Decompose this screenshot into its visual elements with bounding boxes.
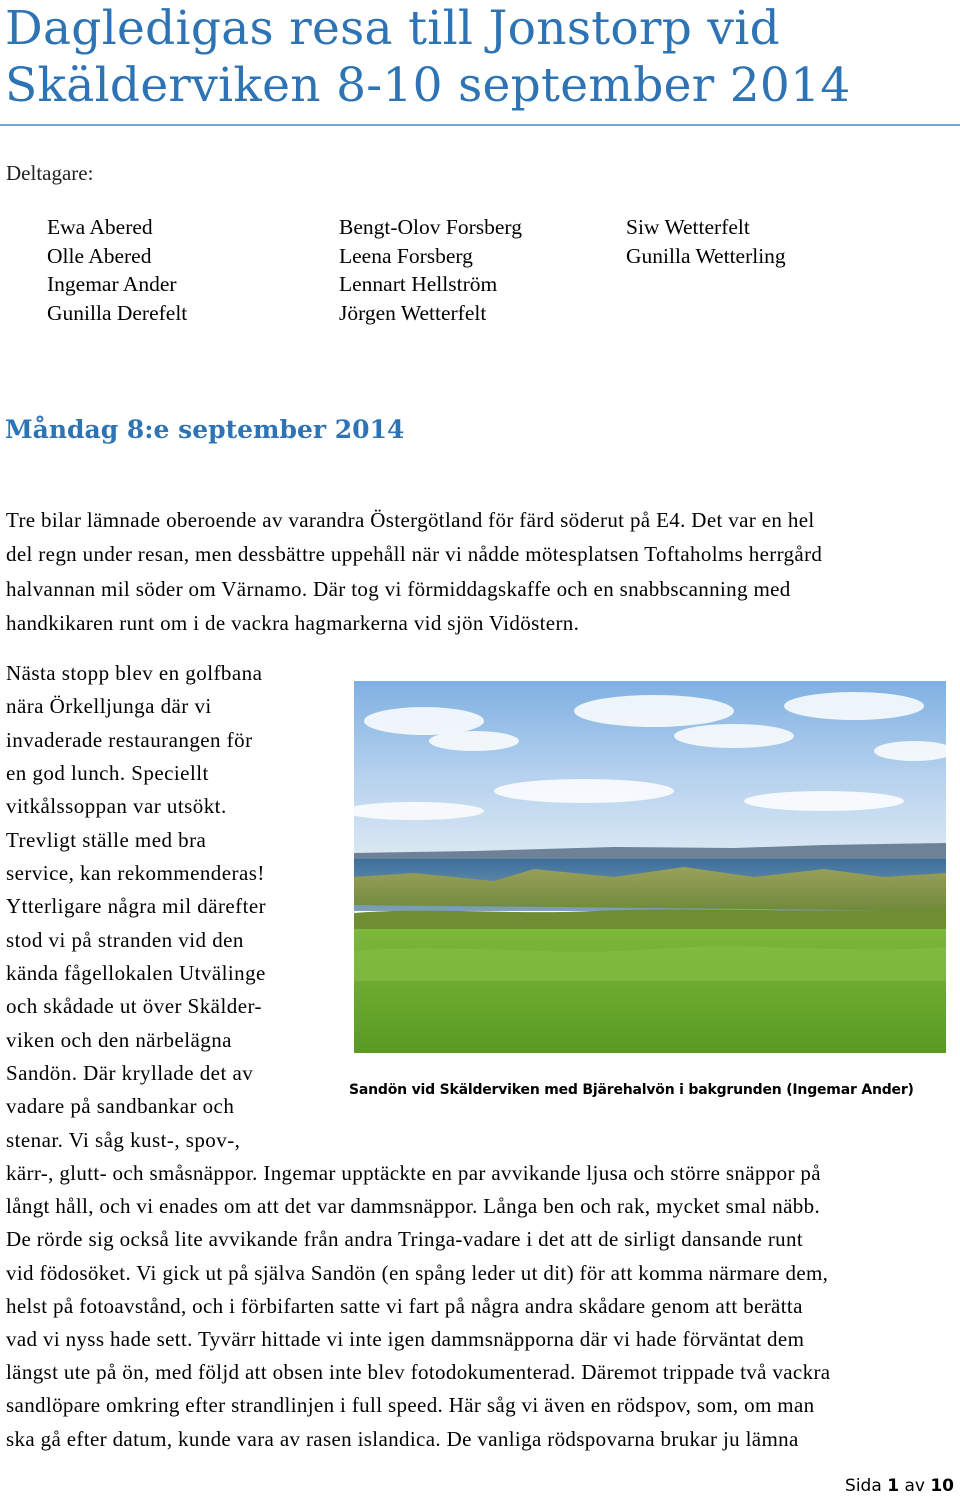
participant-name: Gunilla Wetterling (626, 243, 786, 268)
photo-caption: Sandön vid Skälderviken med Bjärehalvön i bakgrunden (Ingemar Ander) (349, 1082, 914, 1098)
text-line: ska gå efter datum, kunde vara av rasen islandica. De vanliga rödspovarna brukar ju lämna (6, 1426, 799, 1451)
text-line: en god lunch. Speciellt (6, 761, 209, 786)
text-line: Tre bilar lämnade oberoende av varandra Östergötland för färd söderut på E4. Det var en hel (6, 508, 815, 532)
title-line: Dagledigas resa till Jonstorp vid (5, 1, 780, 56)
footer-separator: av (904, 1476, 925, 1496)
text-line: invaderade restaurangen för (6, 727, 253, 752)
section-heading: Måndag 8:e september 2014 (5, 415, 405, 444)
paragraph-2-wrapped (6, 657, 341, 1157)
participant-name: Leena Forsberg (339, 243, 473, 268)
text-line: nära Örkelljunga där vi (6, 694, 212, 719)
text-line: vitkålssoppan var utsökt. (6, 794, 227, 819)
text-line: kärr-, glutt- och småsnäppor. Ingemar upptäckte en par avvikande ljusa och större snäppor på (6, 1161, 821, 1185)
paragraph-2-full (6, 1157, 958, 1456)
meadow-highlight (354, 946, 946, 981)
footer-prefix: Sida (845, 1476, 882, 1496)
text-line: vadare på sandbankar och (6, 1094, 235, 1119)
text-line: vid födosöket. Vi gick ut på själva Sandön (en spång leder ut dit) för att komma närmare dem, (6, 1260, 829, 1285)
participant-name: Bengt-Olov Forsberg (339, 215, 522, 239)
participant-name: Ewa Abered (47, 215, 153, 239)
text-line: helst på fotoavstånd, och i förbifarten satte vi fart på några andra skådare genom att berätta (6, 1293, 803, 1318)
title-underline (0, 124, 960, 126)
participants-column-1 (47, 213, 187, 327)
text-line: stod vi på stranden vid den (6, 927, 244, 952)
text-line: och skådade ut över Skälder- (6, 994, 262, 1019)
page-number: 1 (887, 1476, 900, 1496)
text-line: service, kan rekommenderas! (6, 861, 265, 886)
participant-name: Olle Abered (47, 243, 152, 268)
participants-column-2 (339, 213, 522, 327)
text-line: Ytterligare några mil därefter (6, 894, 267, 919)
text-line: viken och den närbelägna (6, 1027, 232, 1052)
text-line: halvannan mil söder om Värnamo. Där tog vi förmiddagskaffe och en snabbscanning med (6, 576, 791, 601)
participant-name: Siw Wetterfelt (626, 215, 750, 239)
text-line: Nästa stopp blev en golfbana (6, 661, 263, 685)
page-total: 10 (930, 1476, 954, 1496)
participants-column-3 (626, 213, 786, 270)
text-line: Sandön. Där kryllade det av (6, 1061, 254, 1086)
text-line: De rörde sig också lite avvikande från andra Tringa-vadare i det att de sirligt dansande runt (6, 1227, 804, 1252)
document-title (5, 0, 955, 114)
text-line: långt håll, och vi enades om att det var dammsnäppor. Långa ben och rak, mycket smal näbb. (6, 1194, 821, 1219)
text-line: handkikaren runt om i de vackra hagmarkerna vid sjön Vidöstern. (6, 611, 580, 636)
participants-label: Deltagare: (6, 161, 94, 185)
text-line: kända fågellokalen Utvälinge (6, 961, 266, 986)
participant-name: Gunilla Derefelt (47, 300, 188, 325)
participant-name: Jörgen Wetterfelt (339, 300, 487, 325)
text-line: stenar. Vi såg kust-, spov-, (6, 1127, 241, 1152)
title-line: Skälderviken 8-10 september 2014 (5, 58, 851, 113)
text-line: Trevligt ställe med bra (6, 827, 207, 852)
paragraph-1 (6, 503, 958, 641)
participant-name: Ingemar Ander (47, 272, 177, 297)
text-line: sandlöpare omkring efter strandlinjen i full speed. Här såg vi även en rödspov, som, om man (6, 1393, 815, 1418)
coast-photo (354, 681, 946, 1053)
page-footer (845, 1476, 954, 1496)
participant-name: Lennart Hellström (339, 272, 498, 297)
text-line: vad vi nyss hade sett. Tyvärr hittade vi inte igen dammsnäpporna där vi hade förväntat dem (6, 1327, 805, 1352)
text-line: del regn under resan, men dessbättre uppehåll när vi nådde mötesplatsen Toftaholms herrgård (6, 542, 823, 567)
meadow (354, 929, 946, 1053)
text-line: längst ute på ön, med följd att obsen inte blev fotodokumenterad. Däremot trippade två vackra (6, 1360, 831, 1385)
